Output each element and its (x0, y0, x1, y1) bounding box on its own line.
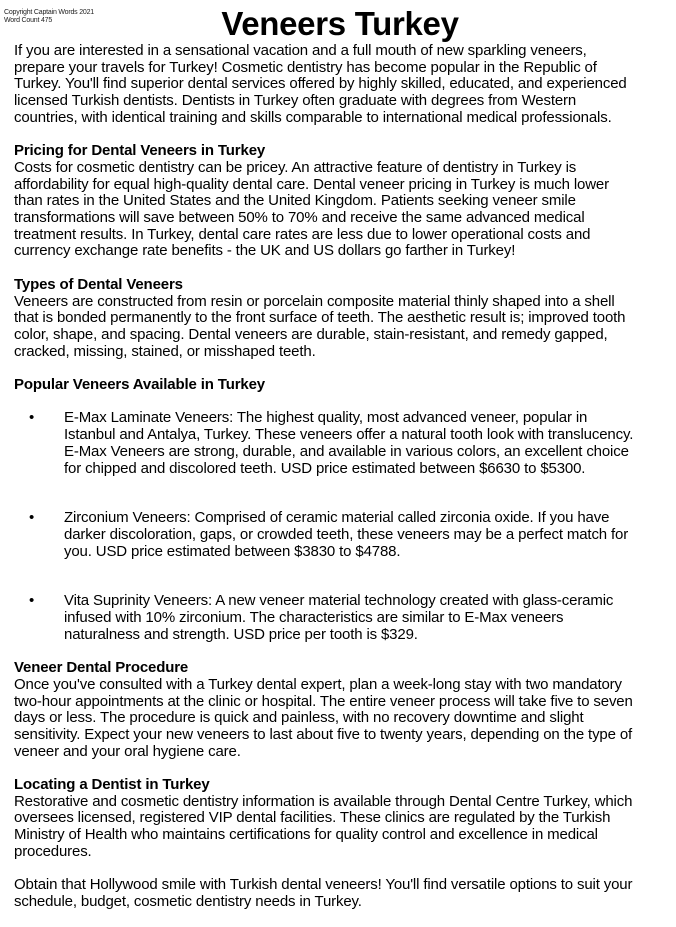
text-line: Veneers are constructed from resin or porcelain composite material thinly shaped into a shell (14, 292, 615, 310)
text-line: Once you've consulted with a Turkey dental expert, plan a week-long stay with two mandatory (14, 675, 622, 693)
section-paragraph (14, 677, 674, 761)
list-item-vita-suprinity (14, 593, 674, 643)
text-line: sensitivity. Expect your new veneers to last about five to twenty years, depending on the type of (14, 725, 633, 743)
section-heading: Popular Veneers Available in Turkey (14, 376, 265, 394)
text-line: than rates in the United States and the United Kingdom. Patients seeking veneer smile (14, 192, 576, 210)
text-line: currency exchange rate benefits - the UK and US dollars go farther in Turkey! (14, 242, 516, 260)
section-heading: Types of Dental Veneers (14, 275, 183, 293)
section-heading: Veneer Dental Procedure (14, 659, 189, 677)
closing-paragraph (14, 877, 674, 910)
text-line: countries, with identical training and skills comparable to international medical professionals. (14, 108, 612, 126)
text-line: Costs for cosmetic dentistry can be pricey. An attractive feature of dentistry in Turkey is (14, 158, 577, 176)
text-line: Istanbul and Antalya, Turkey. These veneers offer a natural tooth look with translucency. (64, 426, 634, 444)
text-line: darker discoloration, gaps, or crowded teeth, these veneers may be a perfect match for (64, 525, 629, 543)
section-popular-veneers (14, 377, 674, 643)
text-line: for chipped and discolored teeth. USD price estimated between $6630 to $5300. (64, 459, 586, 477)
text-line: Obtain that Hollywood smile with Turkish dental veneers! You'll find versatile options to suit your (14, 876, 633, 894)
document-body (14, 43, 674, 911)
copyright-notice: Copyright Captain Words 2021 (4, 9, 94, 16)
section-paragraph (14, 294, 674, 361)
text-line: Zirconium Veneers: Comprised of ceramic material called zirconia oxide. If you have (64, 509, 610, 527)
text-line: procedures. (14, 842, 92, 860)
bullet-icon: • (29, 409, 35, 427)
text-line: oversees licensed, registered VIP dental facilities. These clinics are regulated by the Turkish (14, 809, 611, 827)
text-line: E-Max Laminate Veneers: The highest quality, most advanced veneer, popular in (64, 409, 588, 427)
list-item-zirconium (14, 510, 674, 560)
list-item-emax (14, 410, 674, 477)
text-line: Vita Suprinity Veneers: A new veneer material technology created with glass-ceramic (64, 592, 614, 610)
word-count: Word Count 475 (4, 17, 53, 24)
text-line: Turkey. You'll find superior dental services offered by highly skilled, educated, and experienced (14, 75, 627, 93)
section-paragraph (14, 794, 674, 861)
text-line: color, shape, and spacing. Dental veneers are durable, stain-resistant, and remedy gapped, (14, 325, 608, 343)
text-line: E-Max Veneers are strong, durable, and available in various colors, an excellent choice (64, 442, 629, 460)
text-line: cracked, missing, stained, or misshaped teeth. (14, 342, 316, 360)
text-line: Restorative and cosmetic dentistry information is available through Dental Centre Turkey, which (14, 792, 633, 810)
section-procedure (14, 660, 674, 760)
text-line: transformations will save between 50% to 70% and receive the same advanced medical (14, 209, 585, 227)
text-line: Ministry of Health who maintains certifications for quality control and excellence in medical (14, 826, 598, 844)
text-line: that is bonded permanently to the front surface of teeth. The aesthetic result is; improved tooth (14, 309, 626, 327)
text-line: treatment results. In Turkey, dental care rates are less due to lower operational costs and (14, 225, 591, 243)
text-line: days or less. The procedure is quick and painless, with no recovery downtime and slight (14, 709, 584, 727)
text-line: prepare your travels for Turkey! Cosmetic dentistry has become popular in the Republic of (14, 58, 597, 76)
section-heading: Locating a Dentist in Turkey (14, 776, 210, 794)
section-heading: Pricing for Dental Veneers in Turkey (14, 142, 266, 160)
text-line: naturalness and strength. USD price per tooth is $329. (64, 625, 418, 643)
text-line: infused with 10% zirconium. The characteristics are similar to E-Max veneers (64, 609, 564, 627)
section-paragraph (14, 160, 674, 260)
text-line: affordability for equal high-quality dental care. Dental veneer pricing in Turkey is much lower (14, 175, 609, 193)
text-line: schedule, budget, cosmetic dentistry needs in Turkey. (14, 892, 362, 910)
text-line: two-hour appointments at the clinic or hospital. The entire veneer process will take five to seven (14, 692, 633, 710)
veneer-list (14, 410, 674, 643)
section-types (14, 277, 674, 361)
section-locating (14, 777, 674, 861)
intro-paragraph (14, 43, 674, 127)
page-title: Veneers Turkey (221, 5, 459, 42)
text-line: veneer and your oral hygiene care. (14, 742, 241, 760)
text-line: you. USD price estimated between $3830 to $4788. (64, 542, 401, 560)
bullet-icon: • (29, 509, 35, 527)
text-line: licensed Turkish dentists. Dentists in Turkey often graduate with degrees from Western (14, 92, 577, 110)
bullet-icon: • (29, 592, 35, 610)
section-pricing (14, 143, 674, 260)
text-line: If you are interested in a sensational vacation and a full mouth of new sparkling veneers, (14, 42, 587, 59)
